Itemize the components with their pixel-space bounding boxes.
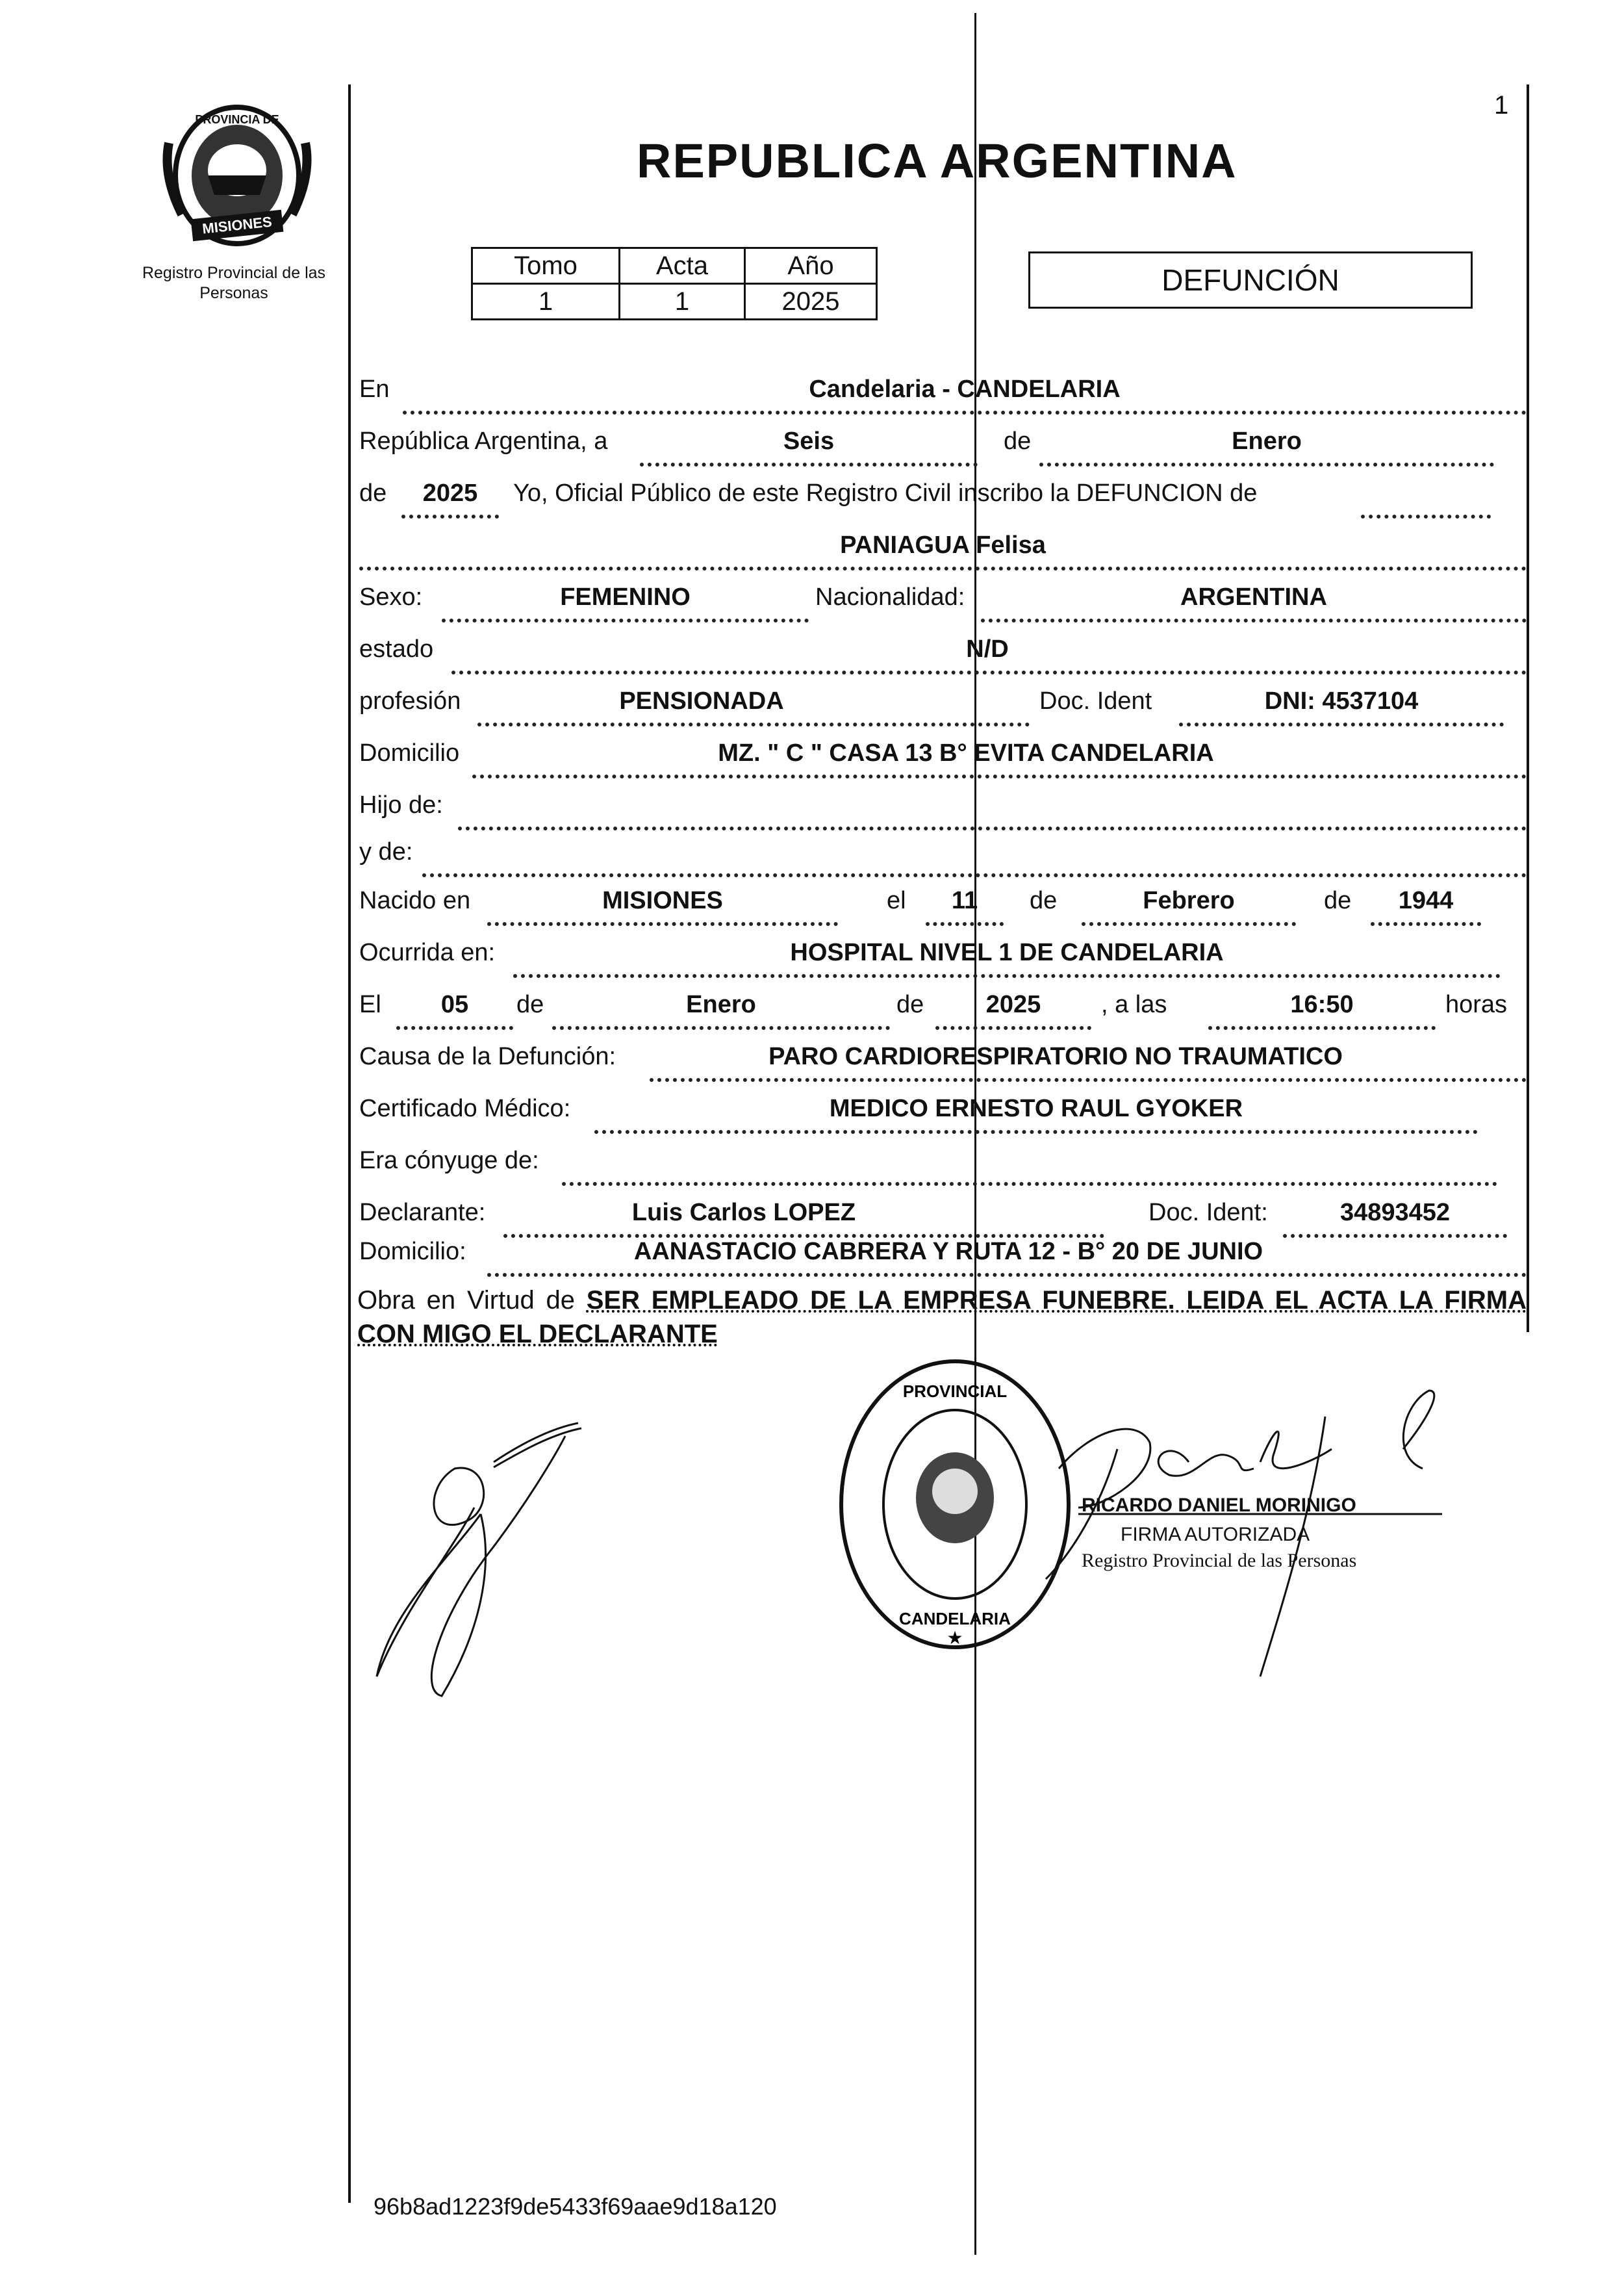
official-role: FIRMA AUTORIZADA	[1121, 1524, 1310, 1545]
el-label: el	[887, 887, 906, 914]
domicilio2-value: AANASTACIO CABRERA Y RUTA 12 - B° 20 DE JUNIO	[633, 1238, 1263, 1265]
inscribo-text: Yo, Oficial Público de este Registro Civil inscribo la DEFUNCION de	[513, 480, 1258, 507]
ocurrida-value: HOSPITAL NIVEL 1 DE CANDELARIA	[790, 939, 1224, 966]
yde-label: y de:	[359, 838, 413, 866]
record-table	[471, 247, 878, 320]
anio-value: 2025	[422, 480, 478, 507]
def-hora: 16:50	[1290, 991, 1354, 1018]
table-header-tomo: Tomo	[472, 248, 620, 284]
nac-de2-label: de	[1324, 887, 1352, 914]
nac-dia: 11	[951, 887, 978, 914]
certificado-label: Certificado Médico:	[359, 1095, 571, 1122]
svg-text:★: ★	[946, 1628, 963, 1648]
decl-doc-value: 34893452	[1339, 1199, 1451, 1226]
alas-label: , a las	[1101, 991, 1167, 1018]
sexo-label: Sexo:	[359, 584, 423, 611]
nac-anio: 1944	[1398, 887, 1454, 914]
dotted-line	[458, 827, 1527, 830]
svg-text:CANDELARIA: CANDELARIA	[899, 1609, 1011, 1628]
dotted-line	[1361, 515, 1491, 519]
document-hash: 96b8ad1223f9de5433f69aae9d18a120	[374, 2193, 777, 2220]
registry-name: Registro Provincial de las Personas	[142, 264, 326, 302]
deceased-name: PANIAGUA Felisa	[840, 532, 1046, 559]
page-number: 1	[1494, 91, 1509, 120]
conyuge-label: Era cónyuge de:	[359, 1147, 539, 1174]
doc-value: DNI: 4537104	[1264, 687, 1419, 715]
el2-label: El	[359, 991, 381, 1018]
dotted-line	[403, 411, 1527, 415]
causa-label: Causa de la Defunción:	[359, 1043, 616, 1070]
dotted-line	[472, 775, 1527, 778]
obra-text: SER EMPLEADO DE LA EMPRESA FUNEBRE. LEIDA EL ACTA LA FIRMA CON MIGO EL DECLARANTE	[357, 1286, 1527, 1348]
dotted-line	[442, 619, 809, 623]
nac-mes: Febrero	[1143, 887, 1235, 914]
fecha-dia: Seis	[783, 428, 835, 455]
estado-label: estado	[359, 636, 434, 663]
def-de1-label: de	[516, 991, 544, 1018]
def-de2-label: de	[896, 991, 924, 1018]
nacido-lugar: MISIONES	[602, 887, 723, 914]
def-mes: Enero	[686, 991, 756, 1018]
certificado-value: MEDICO ERNESTO RAUL GYOKER	[829, 1095, 1243, 1122]
svg-text:PROVINCIA DE: PROVINCIA DE	[195, 113, 279, 126]
obra-paragraph	[357, 1283, 1527, 1351]
dotted-line	[401, 515, 499, 519]
center-fold-line	[974, 13, 976, 2255]
dotted-line	[451, 671, 1527, 674]
en-label: En	[359, 376, 390, 403]
dotted-line	[422, 873, 1527, 877]
svg-text:PROVINCIAL: PROVINCIAL	[902, 1381, 1008, 1401]
dotted-line	[1208, 1026, 1436, 1030]
dotted-line	[650, 1078, 1527, 1082]
dotted-line	[1179, 723, 1504, 726]
hijo-label: Hijo de:	[359, 791, 443, 819]
profesion-value: PENSIONADA	[619, 687, 784, 715]
doc-label: Doc. Ident	[1039, 687, 1152, 715]
republica-label: República Argentina, a	[359, 428, 608, 455]
en-value: Candelaria - CANDELARIA	[809, 376, 1121, 403]
declarante-label: Declarante:	[359, 1199, 486, 1226]
table-cell-tomo: 1	[472, 284, 620, 320]
dotted-line	[981, 619, 1527, 623]
profesion-label: profesión	[359, 687, 461, 715]
dotted-line	[513, 974, 1501, 978]
dotted-line	[594, 1130, 1478, 1134]
dotted-line	[562, 1182, 1497, 1186]
dotted-line	[487, 922, 838, 926]
nacido-label: Nacido en	[359, 887, 471, 914]
dotted-line	[1039, 463, 1494, 467]
dotted-line	[926, 922, 1004, 926]
official-org: Registro Provincial de las Personas	[1082, 1550, 1357, 1571]
dotted-line	[1371, 922, 1481, 926]
anio-label: de	[359, 480, 387, 507]
record-type-box: DEFUNCIÓN	[1028, 251, 1473, 309]
estado-value: N/D	[966, 636, 1009, 663]
decl-doc-label: Doc. Ident:	[1148, 1199, 1268, 1226]
dotted-line	[359, 567, 1527, 571]
dotted-line	[640, 463, 978, 467]
domicilio2-label: Domicilio:	[359, 1238, 466, 1265]
sexo-value: FEMENINO	[560, 584, 691, 611]
def-anio: 2025	[985, 991, 1041, 1018]
domicilio-label: Domicilio	[359, 739, 460, 767]
causa-value: PARO CARDIORESPIRATORIO NO TRAUMATICO	[768, 1043, 1343, 1070]
official-name: RICARDO DANIEL MORINIGO	[1082, 1495, 1356, 1516]
declarant-signature	[364, 1397, 598, 1709]
dotted-line	[552, 1026, 890, 1030]
table-header-acta: Acta	[620, 248, 745, 284]
dotted-line	[935, 1026, 1091, 1030]
svg-text:MISIONES: MISIONES	[201, 213, 273, 237]
dotted-line	[477, 723, 1030, 726]
right-margin-line	[1527, 84, 1529, 1332]
dotted-line	[396, 1026, 513, 1030]
nacionalidad-value: ARGENTINA	[1180, 584, 1327, 611]
nacionalidad-label: Nacionalidad:	[815, 584, 965, 611]
left-margin-line	[348, 84, 351, 2203]
horas-label: horas	[1445, 991, 1508, 1018]
domicilio-value: MZ. " C " CASA 13 B° EVITA CANDELARIA	[718, 739, 1214, 767]
ocurrida-label: Ocurrida en:	[359, 939, 496, 966]
table-header-anio: Año	[745, 248, 877, 284]
obra-label: Obra en Virtud de	[357, 1286, 575, 1315]
table-cell-anio: 2025	[745, 284, 877, 320]
dotted-line	[487, 1273, 1527, 1277]
nac-de1-label: de	[1030, 887, 1058, 914]
def-dia: 05	[440, 991, 469, 1018]
page-title: REPUBLICA ARGENTINA	[637, 134, 1237, 188]
declarante-value: Luis Carlos LOPEZ	[631, 1199, 856, 1226]
fecha-mes: Enero	[1232, 428, 1302, 455]
table-cell-acta: 1	[620, 284, 745, 320]
dotted-line	[1082, 922, 1296, 926]
de-label: de	[1004, 428, 1032, 455]
misiones-seal-icon	[156, 97, 318, 253]
